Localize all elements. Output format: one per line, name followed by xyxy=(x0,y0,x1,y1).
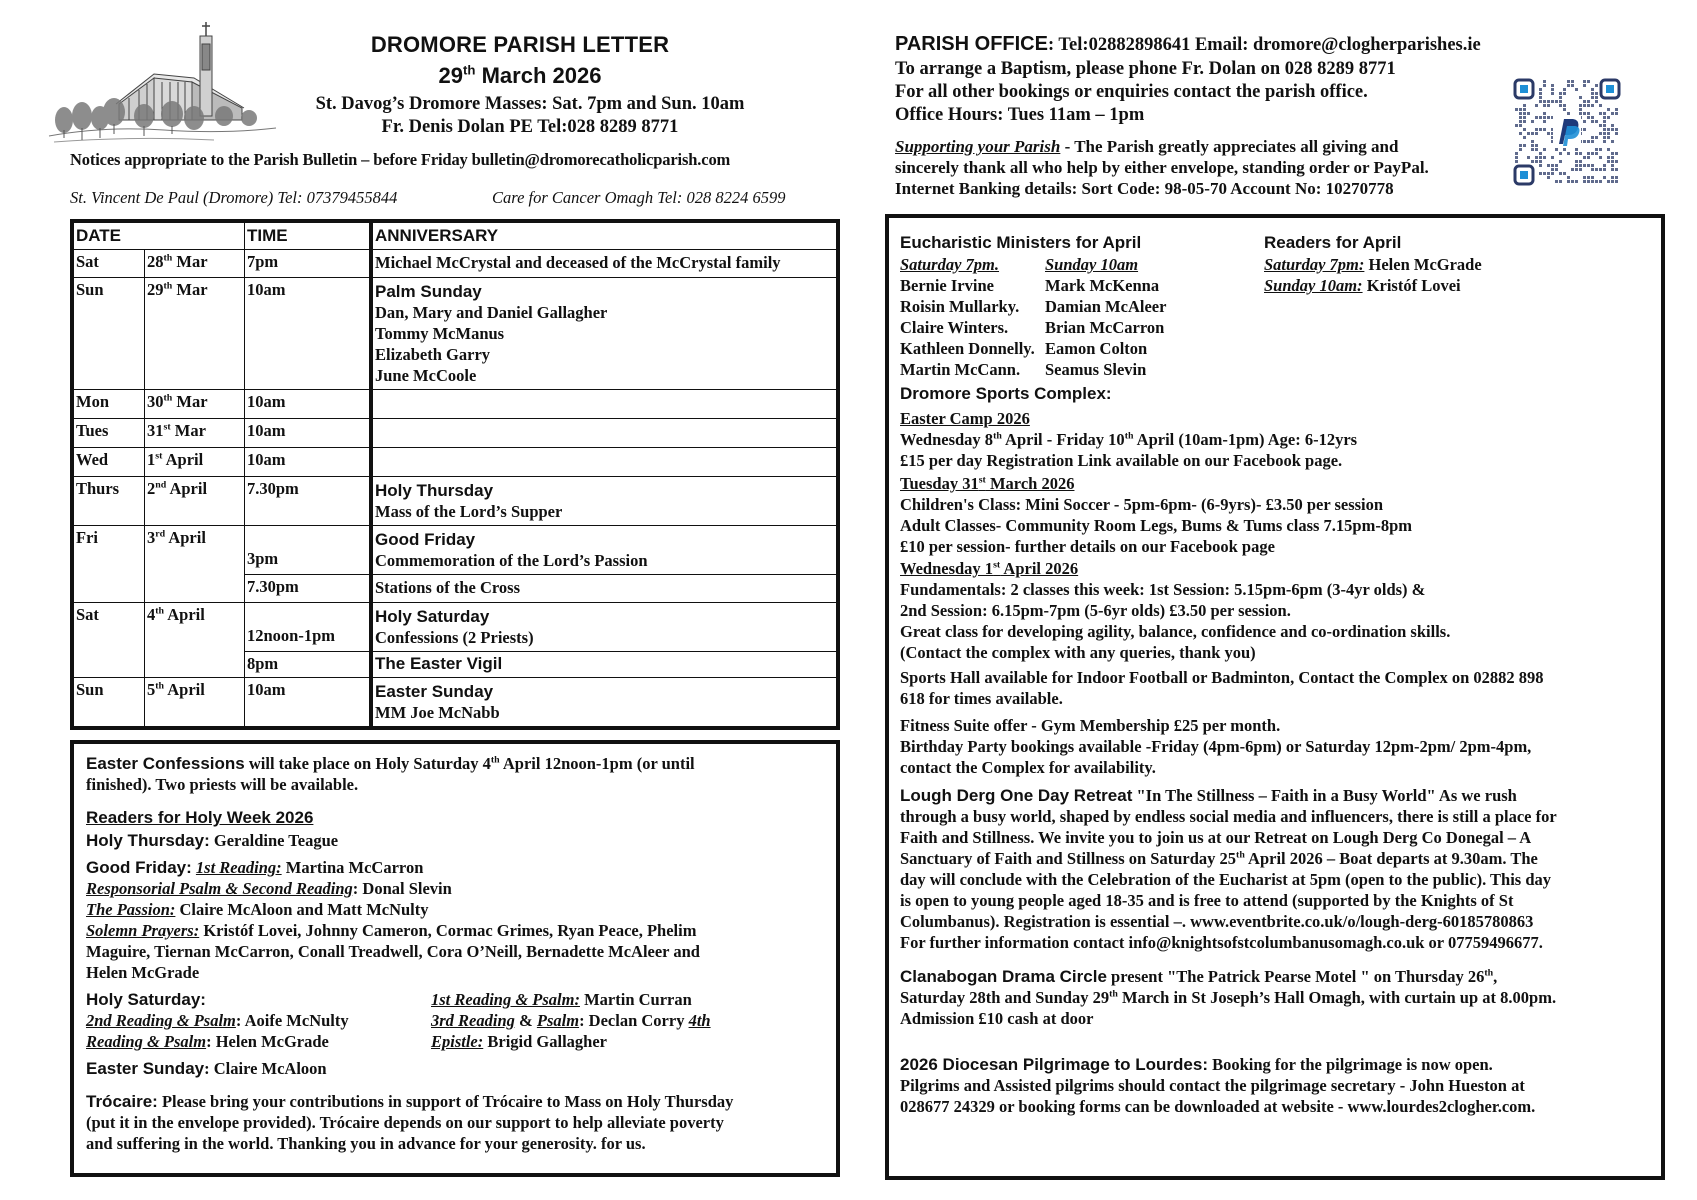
sports-heading: Dromore Sports Complex: xyxy=(900,384,1112,403)
sports-hall-1: Sports Hall available for Indoor Football or Badminton, Contact the Complex on 02882 898 xyxy=(900,668,1544,687)
row-day: Mon xyxy=(72,390,145,419)
office-hours: Office Hours: Tues 11am – 1pm xyxy=(895,105,1145,125)
birthday-party-2: contact the Complex for availability. xyxy=(900,758,1156,777)
minister-sat: Claire Winters. xyxy=(900,318,1009,337)
good-friday-psalm: Responsorial Psalm & Second Reading: Donal Slevin xyxy=(86,879,452,898)
bookings-info: For all other bookings or enquiries contact the parish office. xyxy=(895,82,1368,102)
minister-sat: Martin McCann. xyxy=(900,360,1021,379)
row-day: Tues xyxy=(72,419,145,448)
ministers-heading: Eucharistic Ministers for April xyxy=(900,233,1142,252)
table-row xyxy=(72,603,838,652)
trocaire-notice-2: (put it in the envelope provided). Trócaire depends on our support to help alleviate poverty xyxy=(86,1113,724,1132)
holy-saturday-second: 2nd Reading & Psalm: Aoife McNulty xyxy=(86,1011,349,1030)
row-anniversary xyxy=(371,390,838,419)
lough-derg-7: Columbanus). Registration is essential –. www.eventbrite.co.uk/o/lough-derg-60185780863 xyxy=(900,912,1534,931)
bulletin-notice: Notices appropriate to the Parish Bulletin – before Friday bulletin@dromorecatholicparish.com xyxy=(70,150,731,169)
lourdes-3: 028677 24329 or booking forms can be downloaded at website - www.lourdes2clogher.com. xyxy=(900,1097,1536,1116)
date-rest: March 2026 xyxy=(475,63,602,88)
row-anniversary xyxy=(371,419,838,448)
sports-hall-2: 618 for times available. xyxy=(900,689,1063,708)
church-illustration xyxy=(44,8,280,148)
row-anniversary xyxy=(371,448,838,477)
good-friday-prayers-3: Helen McGrade xyxy=(86,963,200,982)
easter-sunday-reader: Easter Sunday: Claire McAloon xyxy=(86,1059,327,1078)
row-date: 29th Mar xyxy=(145,278,245,390)
lough-derg-5: day will conclude with the Celebration of the Eucharist at 5pm (open to the public). This day xyxy=(900,870,1552,889)
row-time: 10am xyxy=(245,448,372,477)
easter-camp-price: £15 per day Registration Link available on our Facebook page. xyxy=(900,451,1343,470)
supporting-parish-2: sincerely thank all who help by either envelope, standing order or PayPal. xyxy=(895,158,1429,177)
reader-april-sun: Sunday 10am: Kristóf Lovei xyxy=(1264,276,1461,295)
date-suffix: th xyxy=(463,62,476,78)
announcements-box xyxy=(885,214,1665,1180)
holy-thursday-reader: Holy Thursday: Geraldine Teague xyxy=(86,831,339,850)
lough-derg-1: Lough Derg One Day Retreat "In The Stillness – Faith in a Busy World" As we rush xyxy=(900,786,1517,805)
drama-3: Admission £10 cash at door xyxy=(900,1009,1094,1028)
row-time: 10am xyxy=(245,390,372,419)
row-anniversary: Good Friday Commemoration of the Lord’s Passion xyxy=(371,526,838,575)
row-anniversary xyxy=(371,652,838,678)
feast-title: Easter Sunday xyxy=(375,682,494,701)
feast-title: Good Friday xyxy=(375,530,476,549)
baptism-info: To arrange a Baptism, please phone Fr. Dolan on 028 8289 8771 xyxy=(895,59,1396,79)
row-date: 1st April xyxy=(145,448,245,477)
table-row xyxy=(72,278,838,390)
good-friday-prayers: Solemn Prayers: Kristóf Lovei, Johnny Cameron, Cormac Grimes, Ryan Peace, Phelim xyxy=(86,921,697,940)
row-anniversary: Holy Saturday Confessions (2 Priests) xyxy=(371,603,838,652)
mass-times: St. Davog’s Dromore Masses: Sat. 7pm and Sun. 10am xyxy=(315,94,745,114)
row-day: Sun xyxy=(72,278,145,390)
good-friday-prayers-2: Maguire, Tiernan McCarron, Conall Treadwell, Cora O’Neill, Bernadette McAleer and xyxy=(86,942,700,961)
holy-saturday-first: 1st Reading & Psalm: Martin Curran xyxy=(431,990,692,1009)
banking-details: Internet Banking details: Sort Code: 98-05-70 Account No: 10270778 xyxy=(895,179,1394,198)
row-date: 4th April xyxy=(145,603,245,678)
row-time: 7pm xyxy=(245,250,372,278)
fundamentals-1: Fundamentals: 2 classes this week: 1st Session: 5.15pm-6pm (3-4yr olds) & xyxy=(900,580,1426,599)
holy-saturday-heading: Holy Saturday: xyxy=(86,990,206,1009)
row-anniversary: Michael McCrystal and deceased of the McCrystal family xyxy=(371,250,838,278)
header-date: DATE xyxy=(72,221,245,250)
easter-camp-dates: Wednesday 8th April - Friday 10th April (10am-1pm) Age: 6-12yrs xyxy=(900,430,1358,449)
bulletin-date xyxy=(300,63,740,89)
row-anniversary: Stations of the Cross xyxy=(371,575,838,603)
row-date: 3rd April xyxy=(145,526,245,603)
tuesday-heading: Tuesday 31st March 2026 xyxy=(900,474,1075,493)
table-row xyxy=(72,250,838,278)
holy-week-notes xyxy=(70,740,840,1177)
minister-sat: Bernie Irvine xyxy=(900,276,994,295)
holy-saturday-fourth: Reading & Psalm: Helen McGrade xyxy=(86,1032,329,1051)
feast-title: Palm Sunday xyxy=(375,282,482,301)
easter-camp-heading: Easter Camp 2026 xyxy=(900,409,1030,428)
paypal-qr-code[interactable] xyxy=(1513,78,1621,186)
lough-derg-2: through a busy world, shaped by endless social media and influencers, there is still a place for xyxy=(900,807,1557,826)
trocaire-notice-3: and suffering in the world. Thanking you in advance for your generosity. for us. xyxy=(86,1134,646,1153)
trocaire-notice: Trócaire: Please bring your contributions in support of Trócaire to Mass on Holy Thursday xyxy=(86,1092,734,1111)
row-day: Sat xyxy=(72,250,145,278)
minister-sun: Brian McCarron xyxy=(1045,318,1165,337)
header-time: TIME xyxy=(245,221,372,250)
table-row xyxy=(72,390,838,419)
parish-office-contact: PARISH OFFICE: Tel:02882898641 Email: dromore@clogherparishes.ie xyxy=(895,33,1481,55)
drama-2: Saturday 28th and Sunday 29th March in St Joseph’s Hall Omagh, with curtain up at 8.00pm. xyxy=(900,988,1557,1007)
row-day: Sat xyxy=(72,603,145,678)
good-friday-first: Good Friday: 1st Reading: Martina McCarron xyxy=(86,858,424,877)
table-row xyxy=(72,477,838,526)
confessions-notice: Easter Confessions will take place on Holy Saturday 4th April 12noon-1pm (or until xyxy=(86,754,695,773)
row-date: 2nd April xyxy=(145,477,245,526)
date-day: 29 xyxy=(438,63,464,88)
row-time: 10am xyxy=(245,419,372,448)
fundamentals-2: 2nd Session: 6.15pm-7pm (5-6yr olds) £3.50 per session. xyxy=(900,601,1291,620)
row-time: 12noon-1pm xyxy=(245,603,372,652)
row-date: 28th Mar xyxy=(145,250,245,278)
wednesday-heading: Wednesday 1st April 2026 xyxy=(900,559,1079,578)
ministers-sun-label: Sunday 10am xyxy=(1045,255,1139,274)
row-day: Sun xyxy=(72,678,145,729)
table-row xyxy=(72,448,838,477)
holy-saturday-epistle: Epistle: Brigid Gallagher xyxy=(431,1032,607,1051)
table-header-row xyxy=(72,221,838,250)
table-row xyxy=(72,526,838,575)
fitness-offer: Fitness Suite offer - Gym Membership £25 per month. xyxy=(900,716,1281,735)
row-time: 8pm xyxy=(245,652,372,678)
bulletin-title: DROMORE PARISH LETTER xyxy=(370,32,670,57)
minister-sat: Kathleen Donnelly. xyxy=(900,339,1035,358)
header-anniversary: ANNIVERSARY xyxy=(371,221,838,250)
feast-title: Holy Thursday xyxy=(375,481,494,500)
holy-saturday-third: 3rd Reading & Psalm: Declan Corry 4th xyxy=(431,1011,711,1030)
good-friday-passion: The Passion: Claire McAloon and Matt McNulty xyxy=(86,900,429,919)
reader-april-sat: Saturday 7pm: Helen McGrade xyxy=(1264,255,1482,274)
feast-title: Holy Saturday xyxy=(375,607,490,626)
row-time: 10am xyxy=(245,678,372,729)
table-row xyxy=(72,419,838,448)
confessions-notice-cont: finished). Two priests will be available. xyxy=(86,775,359,794)
priest-contact: Fr. Denis Dolan PE Tel:028 8289 8771 xyxy=(381,117,679,137)
birthday-party-1: Birthday Party bookings available -Friday (4pm-6pm) or Saturday 12pm-2pm/ 2pm-4pm, xyxy=(900,737,1532,756)
minister-sun: Eamon Colton xyxy=(1045,339,1148,358)
readers-holy-week-heading: Readers for Holy Week 2026 xyxy=(86,808,314,827)
cancer-care-contact: Care for Cancer Omagh Tel: 028 8224 6599 xyxy=(492,188,786,207)
minister-sun: Damian McAleer xyxy=(1045,297,1167,316)
row-time: 10am xyxy=(245,278,372,390)
fundamentals-4: (Contact the complex with any queries, thank you) xyxy=(900,643,1256,662)
drama-1: Clanabogan Drama Circle present "The Patrick Pearse Motel " on Thursday 26th, xyxy=(900,967,1498,986)
row-date: 31st Mar xyxy=(145,419,245,448)
lourdes-2: Pilgrims and Assisted pilgrims should contact the pilgrimage secretary - John Hueston at xyxy=(900,1076,1525,1095)
row-day: Wed xyxy=(72,448,145,477)
row-day: Thurs xyxy=(72,477,145,526)
readers-april-heading: Readers for April xyxy=(1264,233,1402,252)
table-row xyxy=(72,678,838,729)
ministers-sat-label: Saturday 7pm. xyxy=(900,255,1000,274)
feast-title: The Easter Vigil xyxy=(375,654,503,673)
row-time: 7.30pm xyxy=(245,477,372,526)
row-anniversary: Holy Thursday Mass of the Lord’s Supper xyxy=(371,477,838,526)
row-date: 5th April xyxy=(145,678,245,729)
row-anniversary: Palm Sunday Dan, Mary and Daniel Gallagher Tommy McManus Elizabeth Garry June McCoole xyxy=(371,278,838,390)
mass-schedule-table xyxy=(70,219,840,730)
tuesday-adult-class: Adult Classes- Community Room Legs, Bums & Tums class 7.15pm-8pm xyxy=(900,516,1413,535)
tuesday-children-class: Children's Class: Mini Soccer - 5pm-6pm- (6-9yrs)- £3.50 per session xyxy=(900,495,1384,514)
lough-derg-3: Faith and Stillness. We invite you to join us at our Retreat on Lough Derg Co Donegal – A xyxy=(900,828,1532,847)
supporting-parish: Supporting your Parish - The Parish greatly appreciates all giving and xyxy=(895,137,1399,156)
minister-sat: Roisin Mullarky. xyxy=(900,297,1020,316)
row-date: 30th Mar xyxy=(145,390,245,419)
row-time: 7.30pm xyxy=(245,575,372,603)
row-time: 3pm xyxy=(245,526,372,575)
tuesday-price: £10 per session- further details on our Facebook page xyxy=(900,537,1275,556)
row-anniversary: Easter Sunday MM Joe McNabb xyxy=(371,678,838,729)
minister-sun: Mark McKenna xyxy=(1045,276,1160,295)
row-day: Fri xyxy=(72,526,145,603)
fundamentals-3: Great class for developing agility, balance, confidence and co-ordination skills. xyxy=(900,622,1451,641)
lough-derg-6: is open to young people aged 18-35 and is free to attend (supported by the Knights of St xyxy=(900,891,1514,910)
minister-sun: Seamus Slevin xyxy=(1045,360,1147,379)
svdp-contact: St. Vincent De Paul (Dromore) Tel: 07379455844 xyxy=(70,188,398,207)
lourdes-1: 2026 Diocesan Pilgrimage to Lourdes: Booking for the pilgrimage is now open. xyxy=(900,1055,1493,1074)
lough-derg-8: For further information contact info@knightsofstcolumbanusomagh.co.uk or 07759496677. xyxy=(900,933,1543,952)
lough-derg-4: Sanctuary of Faith and Stillness on Saturday 25th April 2026 – Boat departs at 9.30am. The xyxy=(900,849,1538,868)
